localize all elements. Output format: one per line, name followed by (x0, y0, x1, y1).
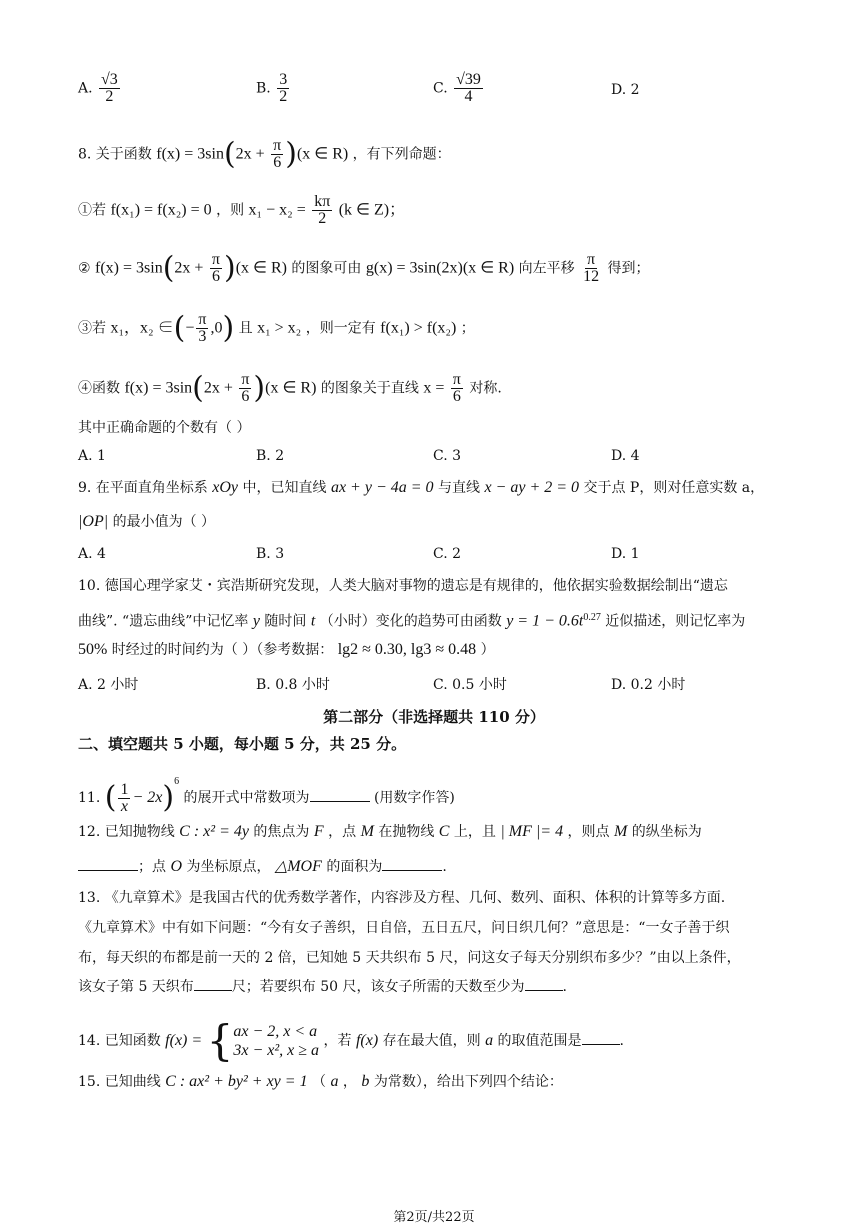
q10-option-a: A. 2 小时 (78, 677, 139, 693)
q7-option-a: A. $\frac{√3}{2}$ (78, 71, 118, 105)
q9-stem-line1: 9. 在平面直角坐标系 xOy 中，已知直线 ax + y − 4a = 0 与直线 x − ay + 2 = 0 交于点 P，则对任意实数 a， (78, 479, 765, 496)
piecewise-function: { ax − 2, x < a 3x − x², x ≥ a (206, 1016, 320, 1065)
q8-statement-4: ④函数 f(x) = 3sin(2x + $\frac{\pi}{6}$ )(x ∈ R) 的图象关于直线 x = $\frac{\pi}{6}$ 对称. (78, 370, 502, 406)
q13-line2: 《九章算术》中有如下问题：“今有女子善织，日自倍，五日五尺，问日织几何？”意思是：“一女子善于织 (78, 920, 730, 936)
q12-answer-blank-1[interactable] (78, 856, 138, 871)
q15: 15. 已知曲线 C : ax² + by² + xy = 1 （ a ， b 为常数），给出下列四个结论： (78, 1073, 563, 1090)
q13-answer-blank-1[interactable] (194, 976, 232, 991)
q10-option-c: C. 0.5 小时 (433, 677, 507, 693)
q8-option-b: B. 2 (256, 448, 285, 464)
q9-stem-line2: |OP| 的最小值为（ ） (78, 513, 216, 530)
q8-option-a: A. 1 (78, 448, 106, 464)
q9-option-d: D. 1 (611, 546, 640, 562)
q8-statement-1: ①若 f(x₁) = f(x₂) = 0 ，则 x₁ − x₂ = $\frac{k\pi}{2}$ (k ∈ Z)； (78, 193, 406, 227)
q11-answer-blank[interactable] (310, 787, 370, 802)
page-footer: 第2页/共22页 (393, 1210, 475, 1225)
q14: 14. 已知函数 f(x) = { ax − 2, x < a 3x − x², x ≥ a ，若 f(x) 存在最大值，则 a 的取值范围是 . (78, 1016, 624, 1065)
q8-statement-3: ③若 x₁，x₂ ∈(− $\frac{\pi}{3}$ ,0) 且 x₁ > x₂ ，则一定有 f(x₁) > f(x₂) ； (78, 310, 475, 346)
q13-line1: 13. 《九章算术》是我国古代的优秀数学著作，内容涉及方程、几何、数列、面积、体积的计算等多方面. (78, 890, 726, 906)
q7-option-b: B. $\frac{3}{2}$ (256, 71, 288, 105)
q9-option-b: B. 3 (256, 546, 285, 562)
q9-option-a: A. 4 (78, 546, 106, 562)
q8-statement-2: ② f(x) = 3sin(2x + $\frac{\pi}{6}$ )(x ∈ R) 的图象可由 g(x) = 3sin(2x)(x ∈ R) 向左平移 $\frac{\pi}{12}$ 得到； (78, 250, 650, 286)
part-two-heading: 第二部分（非选择题共 110 分） (323, 708, 545, 726)
q10-stem-line2: 曲线”. “遗忘曲线”中记忆率 y 随时间 t （小时）变化的趋势可由函数 $y = 1 - 0.6t^{0.27}$ 近似描述，则记忆率为 (78, 612, 746, 630)
q9-option-c: C. 2 (433, 546, 462, 562)
q8-stem: 8. 关于函数 f(x) = 3sin(2x + $\frac{\pi}{6}$ )(x ∈ R) ，有下列命题： (78, 136, 451, 172)
q10-stem-line1: 10. 德国心理学家艾・宾浩斯研究发现，人类大脑对事物的遗忘是有规律的，他依据实验数据绘制出“遗忘 (78, 578, 728, 594)
q13-line4: 该女子第 5 天织布 尺；若要织布 50 尺，该女子所需的天数至少为 . (78, 976, 567, 997)
q12-line2: ；点 O 为坐标原点， △MOF 的面积为 . (78, 856, 447, 877)
q11: 11. ( $\frac{1}{x}$ − 2x)$^6$ 的展开式中常数项为 (用数字作答) (78, 776, 455, 815)
q10-stem-line3: 50% 时经过的时间约为（ ）（参考数据： lg2 ≈ 0.30, lg3 ≈ 0.48 ） (78, 641, 495, 658)
q8-option-d: D. 4 (611, 448, 640, 464)
q12-line1: 12. 已知抛物线 C : x² = 4y 的焦点为 F ，点 M 在抛物线 C 上，且 | MF |= 4 ，则点 M 的纵坐标为 (78, 823, 702, 840)
q7-option-c: C. $\frac{√39}{4}$ (433, 71, 481, 105)
q10-option-d: D. 0.2 小时 (611, 677, 686, 693)
q14-answer-blank[interactable] (582, 1030, 620, 1045)
q12-answer-blank-2[interactable] (382, 856, 442, 871)
fill-in-section-title: 二、填空题共 5 小题，每小题 5 分，共 25 分。 (78, 735, 407, 753)
q8-option-c: C. 3 (433, 448, 462, 464)
q7-option-d: D. 2 (611, 82, 640, 98)
q13-answer-blank-2[interactable] (525, 976, 563, 991)
q13-line3: 布，每天织的布都是前一天的 2 倍，已知她 5 天共织布 5 尺，问这女子每天分别织布多少？”由以上条件， (78, 950, 741, 966)
q10-option-b: B. 0.8 小时 (256, 677, 330, 693)
q8-question: 其中正确命题的个数有（ ） (78, 420, 251, 436)
